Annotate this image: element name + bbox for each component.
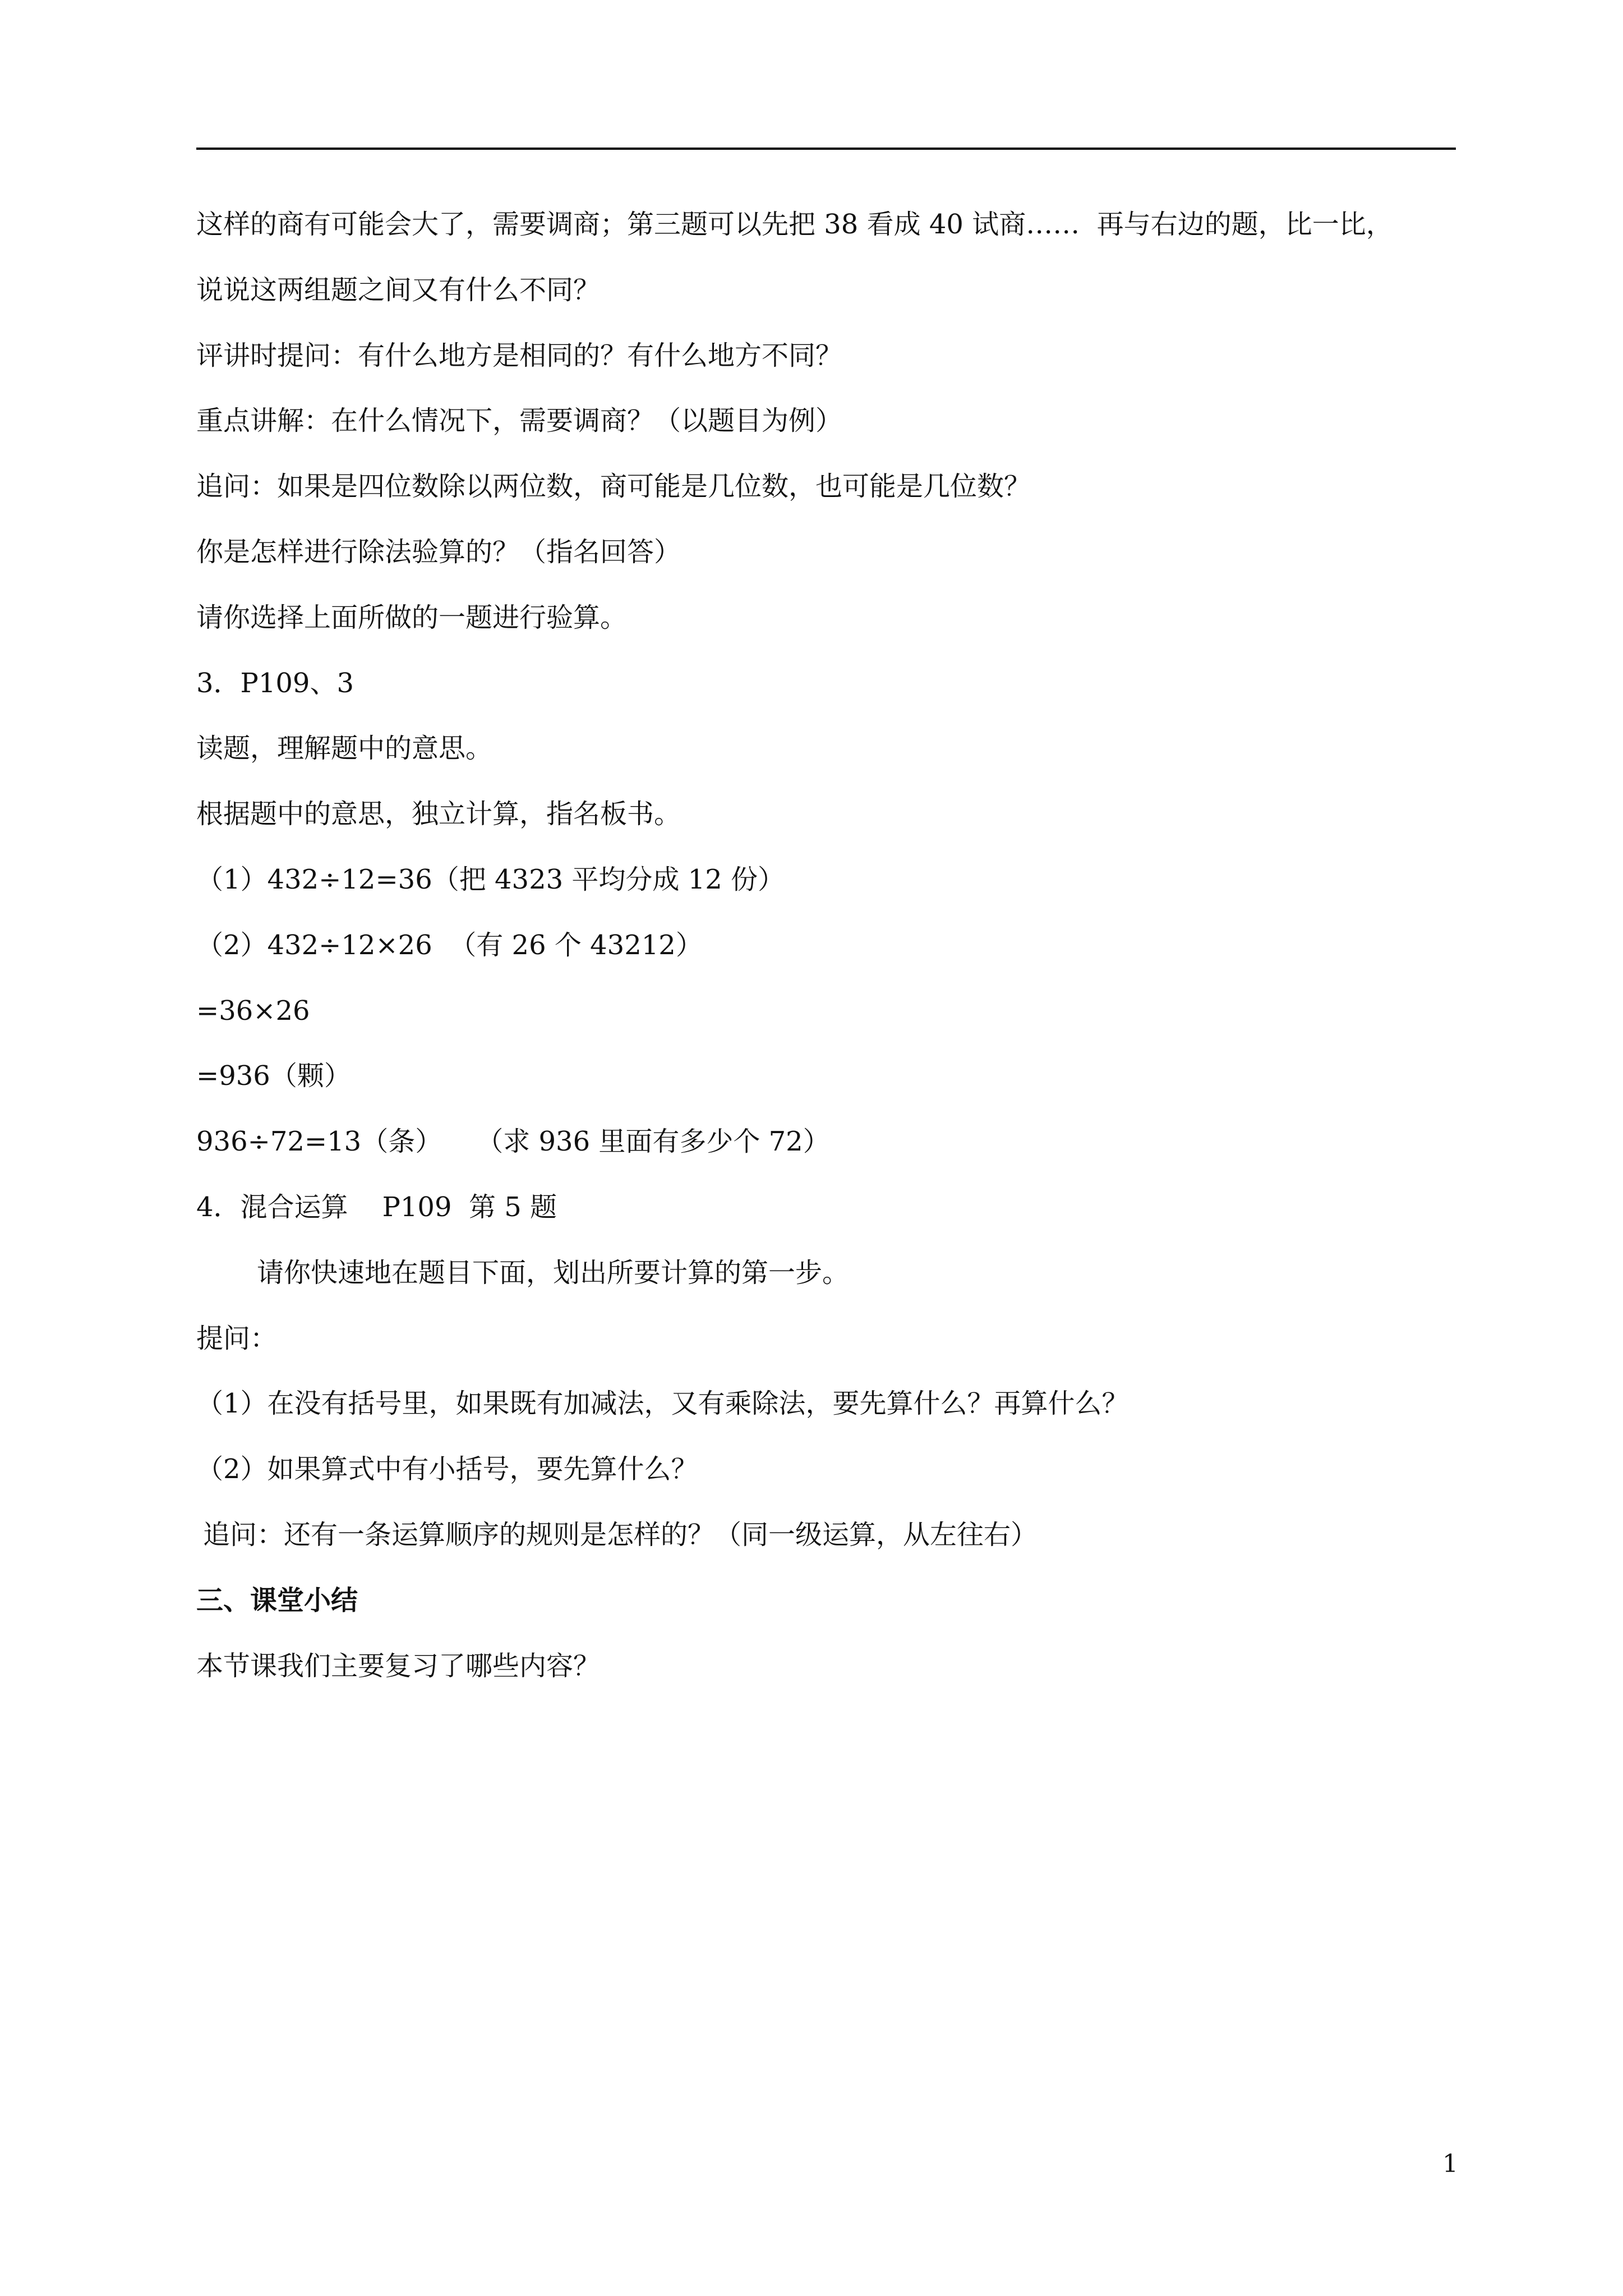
section-heading: 三、课堂小结 <box>196 1584 358 1616</box>
paragraph-line: 读题，理解题中的意思。 <box>196 733 493 765</box>
header-rule <box>196 148 1456 150</box>
paragraph-line: 追问：还有一条运算顺序的规则是怎样的？（同一级运算，从左往右） <box>203 1519 1038 1550</box>
equation-line: =936（颗） <box>196 1060 351 1092</box>
paragraph-line: （1）在没有括号里，如果既有加减法，又有乘除法，要先算什么？再算什么？ <box>196 1388 1129 1420</box>
paragraph-line: 评讲时提问：有什么地方是相同的？有什么地方不同？ <box>196 339 843 371</box>
paragraph-line: 这样的商有可能会大了，需要调商；第三题可以先把 38 看成 40 试商…… 再与右边的题，比一比， <box>196 209 1393 240</box>
paragraph-line: 请你选择上面所做的一题进行验算。 <box>196 601 628 633</box>
paragraph-line: 请你快速地在题目下面，划出所要计算的第一步。 <box>257 1257 850 1289</box>
paragraph-line: 追问：如果是四位数除以两位数，商可能是几位数，也可能是几位数？ <box>196 471 1031 503</box>
paragraph-line: 重点讲解：在什么情况下，需要调商？（以题目为例） <box>196 405 843 437</box>
paragraph-line: 根据题中的意思，独立计算，指名板书。 <box>196 798 681 830</box>
section-item-heading: 3．P109、3 <box>196 667 354 699</box>
equation-line: =36×26 <box>196 995 310 1027</box>
paragraph-line: 你是怎样进行除法验算的？（指名回答） <box>196 536 681 568</box>
document-body <box>196 208 1456 1714</box>
equation-line: （1）432÷12=36（把 4323 平均分成 12 份） <box>196 863 785 895</box>
equation-line: （2）432÷12×26 （有 26 个 43212） <box>196 929 703 961</box>
page-number: 1 <box>1442 2150 1458 2178</box>
paragraph-line: 提问： <box>196 1322 278 1354</box>
section-item-heading: 4．混合运算 P109 第 5 题 <box>196 1191 557 1223</box>
paragraph-line: 本节课我们主要复习了哪些内容？ <box>196 1650 601 1682</box>
paragraph-line: 说说这两组题之间又有什么不同？ <box>196 274 601 306</box>
equation-line: 936÷72=13（条） （求 936 里面有多少个 72） <box>196 1126 830 1158</box>
paragraph-line: （2）如果算式中有小括号，要先算什么？ <box>196 1453 698 1485</box>
